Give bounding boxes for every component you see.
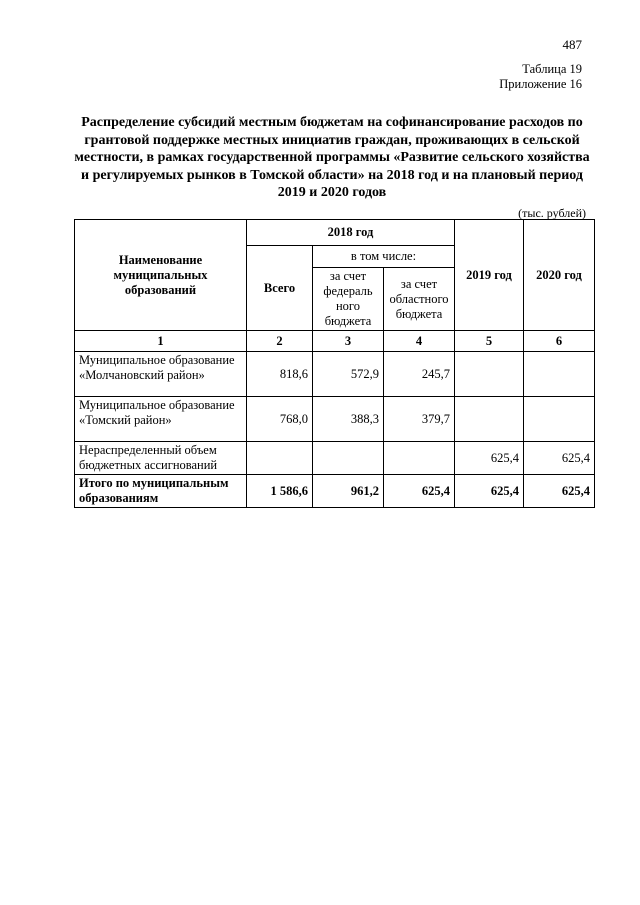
- header-year-2020: 2020 год: [524, 220, 595, 331]
- header-total: Всего: [247, 246, 313, 331]
- column-number: 2: [247, 331, 313, 352]
- cell-2019: 625,4: [455, 442, 524, 475]
- total-row: [75, 475, 595, 508]
- column-number: 6: [524, 331, 595, 352]
- header-year-2018: 2018 год: [247, 220, 455, 246]
- cell-total: [247, 442, 313, 475]
- cell-total: 818,6: [247, 352, 313, 397]
- header-including: в том числе:: [313, 246, 455, 268]
- table-row: [75, 442, 595, 475]
- column-number: 4: [384, 331, 455, 352]
- cell-regional: 245,7: [384, 352, 455, 397]
- header-federal: за счет федераль ного бюджета: [313, 268, 384, 331]
- cell-regional: [384, 442, 455, 475]
- column-number: 1: [75, 331, 247, 352]
- cell-regional: 379,7: [384, 397, 455, 442]
- total-cell-federal: 961,2: [313, 475, 384, 508]
- table-reference: [499, 62, 582, 92]
- cell-federal: 572,9: [313, 352, 384, 397]
- page-number: 487: [562, 37, 582, 52]
- column-number: 5: [455, 331, 524, 352]
- header-year-2019: 2019 год: [455, 220, 524, 331]
- cell-2020: 625,4: [524, 442, 595, 475]
- total-cell-total: 1 586,6: [247, 475, 313, 508]
- cell-2020: [524, 352, 595, 397]
- total-cell-2019: 625,4: [455, 475, 524, 508]
- total-cell-regional: 625,4: [384, 475, 455, 508]
- cell-federal: 388,3: [313, 397, 384, 442]
- column-number: 3: [313, 331, 384, 352]
- total-row-name: Итого по муниципальным образованиям: [75, 475, 247, 508]
- table-row: [75, 352, 595, 397]
- subsidy-table: [74, 219, 595, 508]
- cell-total: 768,0: [247, 397, 313, 442]
- cell-federal: [313, 442, 384, 475]
- total-cell-2020: 625,4: [524, 475, 595, 508]
- header-name: Наименование муниципальных образований: [75, 220, 247, 331]
- table-row: [75, 397, 595, 442]
- table-label: Таблица 19: [522, 62, 582, 76]
- header-regional: за счет областного бюджета: [384, 268, 455, 331]
- cell-2019: [455, 352, 524, 397]
- row-name: Нераспределенный объем бюджетных ассигнований: [75, 442, 247, 475]
- column-numbers-row: [75, 331, 595, 352]
- units-label: (тыс. рублей): [518, 206, 586, 220]
- document-title: Распределение субсидий местным бюджетам на софинансирование расходов по грантовой поддержке местных инициатив граждан, проживающих в сельской местности, в рамках государственной программы «Развитие сельского хозяйства и регулируемых рынков в Томской области» на 2018 год и на плановый период 2019 и 2020 годов: [74, 115, 590, 200]
- cell-2019: [455, 397, 524, 442]
- cell-2020: [524, 397, 595, 442]
- appendix-label: Приложение 16: [499, 77, 582, 91]
- row-name: Муниципальное образование «Молчановский район»: [75, 352, 247, 397]
- row-name: Муниципальное образование «Томский район»: [75, 397, 247, 442]
